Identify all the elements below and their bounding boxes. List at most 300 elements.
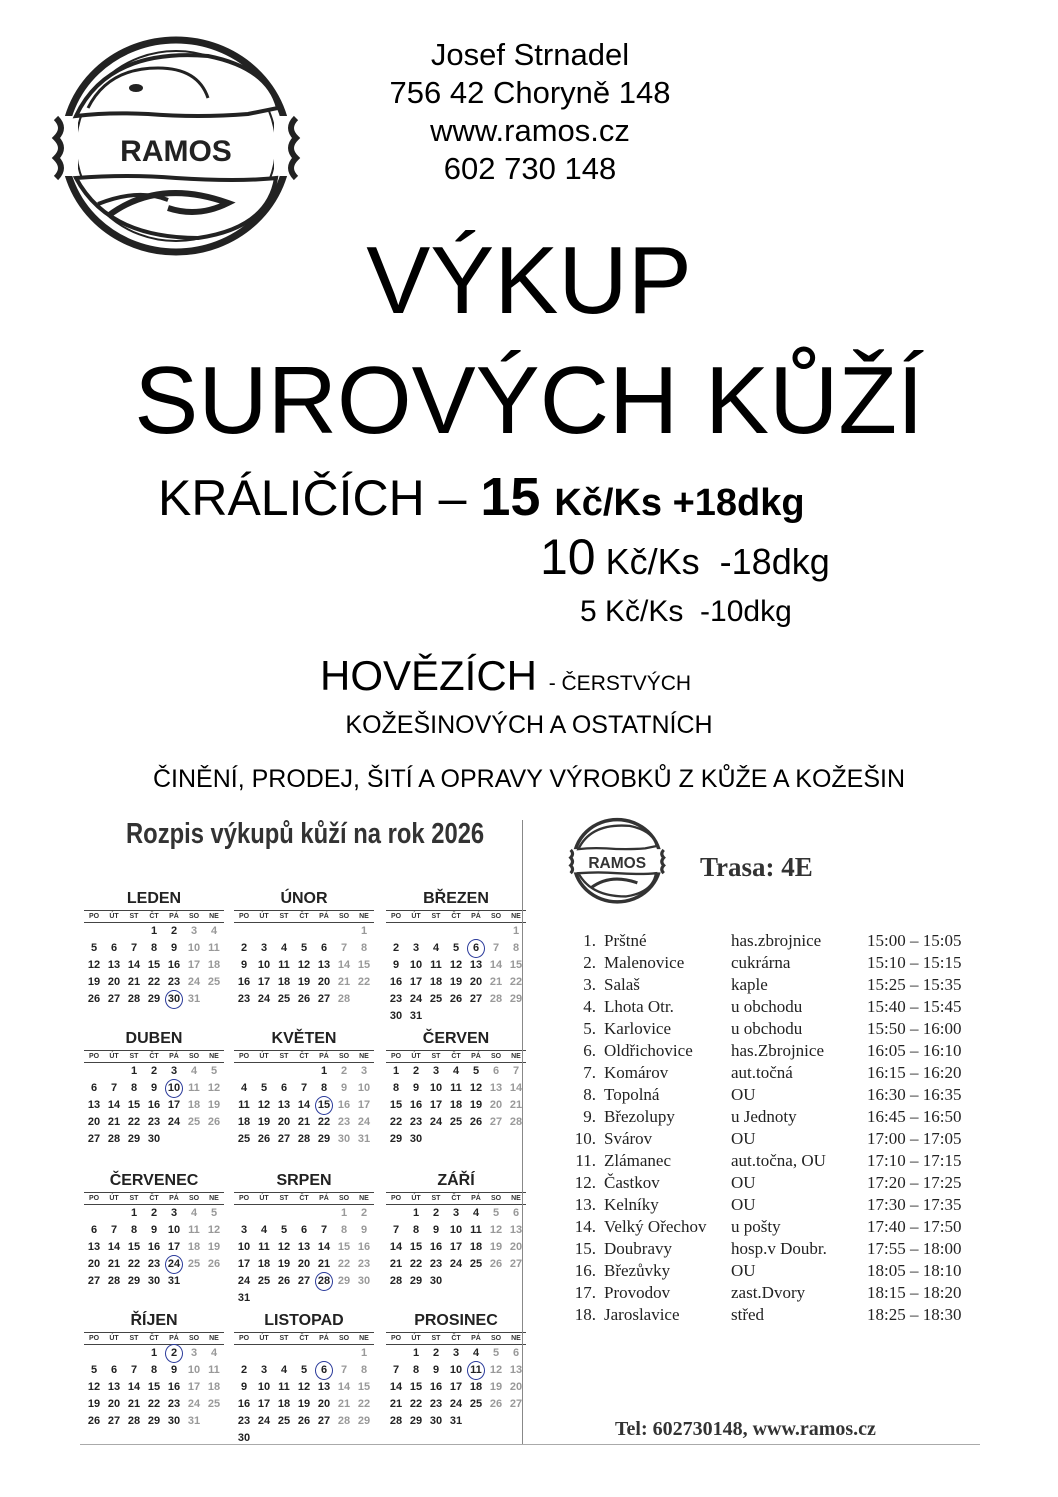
- calendar-week: [234, 1362, 374, 1379]
- calendar-week: [84, 1256, 224, 1273]
- calendar-day: 7: [300, 1082, 308, 1094]
- calendar-day: 6: [512, 1347, 520, 1359]
- calendar-day: 9: [170, 942, 178, 954]
- stop-time: 18:25 – 18:30: [867, 1305, 962, 1324]
- route-stop-row: [558, 1238, 987, 1260]
- stop-location: has.Zbrojnice: [731, 1041, 824, 1060]
- stop-time: 15:00 – 15:05: [867, 931, 962, 950]
- calendar-day: 1: [130, 1207, 138, 1219]
- route-stop-row: [558, 974, 987, 996]
- calendar-day: 7: [512, 1065, 520, 1077]
- calendar-day: 4: [260, 1224, 268, 1236]
- calendar-day: 30: [237, 1432, 251, 1444]
- calendar-day: [294, 1205, 314, 1222]
- weekday-label: ST: [431, 1195, 441, 1202]
- weekday-label: PO: [88, 913, 100, 920]
- calendar-month: [386, 1030, 526, 1148]
- calendar-day: [314, 1290, 334, 1307]
- weekday-label: ČT: [299, 913, 309, 920]
- calendar-day: 6: [110, 1364, 118, 1376]
- calendar-day: 21: [107, 1258, 121, 1270]
- calendar-day: 12: [489, 1224, 503, 1236]
- stop-number: 1.: [583, 931, 596, 950]
- calendar-day: 26: [469, 1116, 483, 1128]
- calendar-day: 24: [164, 1256, 184, 1273]
- weekday-header: [386, 1050, 526, 1063]
- calendar-week: [84, 991, 224, 1008]
- stop-number: 2.: [583, 953, 596, 972]
- calendar-week: [386, 1063, 526, 1080]
- stop-location: cukrárna: [731, 953, 791, 972]
- weekday-label: NE: [209, 1335, 219, 1342]
- stop-place: Lhota Otr.: [604, 997, 674, 1016]
- calendar-day: 18: [187, 1099, 201, 1111]
- month-name: LISTOPAD: [264, 1312, 344, 1329]
- weekday-label: NE: [511, 1195, 521, 1202]
- stop-number: 18.: [574, 1305, 596, 1324]
- calendar-day: 9: [360, 1224, 368, 1236]
- calendar-day: [354, 1290, 374, 1307]
- calendar-day: 2: [360, 1207, 368, 1219]
- route-stop-row: [558, 1128, 987, 1150]
- calendar-day: [466, 923, 486, 940]
- calendar-day: 12: [207, 1082, 221, 1094]
- weekday-label: PO: [390, 1335, 402, 1342]
- calendar-week: [84, 1396, 224, 1413]
- calendar-day: 28: [489, 993, 503, 1005]
- calendar-day: 11: [188, 1082, 200, 1094]
- stop-number: 3.: [583, 975, 596, 994]
- calendar-day: [446, 1131, 466, 1148]
- calendar-day: 26: [297, 1415, 311, 1427]
- stop-place: Karlovice: [604, 1019, 672, 1038]
- calendar-day: 16: [237, 1398, 251, 1410]
- calendar-month: [386, 1312, 526, 1430]
- calendar-day: 9: [432, 1224, 440, 1236]
- calendar-week: [234, 974, 374, 991]
- calendar-day: 3: [260, 942, 268, 954]
- calendar-day: [334, 1290, 354, 1307]
- calendar-day: 17: [449, 1241, 463, 1253]
- calendar-day: 25: [237, 1133, 251, 1145]
- calendar-day: 17: [257, 976, 271, 988]
- calendar-day: 10: [357, 1082, 371, 1094]
- stop-time: 17:40 – 17:50: [867, 1217, 962, 1236]
- calendar-day: 6: [314, 1362, 334, 1379]
- weekday-label: ST: [129, 1335, 139, 1342]
- calendar-day: 11: [208, 942, 220, 954]
- calendar-day: 31: [409, 1010, 423, 1022]
- weekday-label: NE: [511, 1053, 521, 1060]
- calendar-day: [184, 1131, 204, 1148]
- calendar-day: 4: [280, 942, 288, 954]
- calendar-day: [466, 1273, 486, 1290]
- calendar-day: 20: [489, 1099, 503, 1111]
- calendar-day: 1: [412, 1207, 420, 1219]
- calendar-day: [274, 1345, 294, 1362]
- calendar-day: [486, 1273, 506, 1290]
- calendar-day: 28: [127, 993, 141, 1005]
- calendar-day: 26: [297, 993, 311, 1005]
- calendar-day: 2: [340, 1065, 348, 1077]
- calendar-day: 10: [429, 1082, 443, 1094]
- route-stop-row: [558, 1282, 987, 1304]
- calendar-day: 17: [449, 1381, 463, 1393]
- calendar-day: 8: [340, 1224, 348, 1236]
- calendar-day: 24: [237, 1275, 251, 1287]
- calendar-day: 12: [469, 1082, 483, 1094]
- stop-location: aut.točna, OU: [731, 1151, 826, 1170]
- weekday-label: ÚT: [109, 913, 119, 920]
- calendar-day: [204, 1413, 224, 1430]
- calendar-week: [84, 1239, 224, 1256]
- month-name: ČERVENEC: [109, 1172, 199, 1189]
- calendar-week: [234, 1080, 374, 1097]
- calendar-day: [294, 923, 314, 940]
- stop-location: u obchodu: [731, 997, 803, 1016]
- calendar-day: 22: [127, 1116, 141, 1128]
- weekday-label: ÚT: [109, 1053, 119, 1060]
- calendar-day: 25: [257, 1275, 271, 1287]
- stop-location: hosp.v Doubr.: [731, 1239, 827, 1258]
- calendar-day: 4: [240, 1082, 248, 1094]
- weekday-label: PÁ: [319, 1195, 329, 1202]
- calendar-day: 15: [337, 1241, 351, 1253]
- weekday-label: ČT: [149, 1335, 159, 1342]
- calendar-day: 22: [389, 1116, 403, 1128]
- calendar-day: 27: [489, 1116, 503, 1128]
- month-name: LEDEN: [126, 890, 182, 907]
- calendar-day: [294, 1063, 314, 1080]
- calendar-day: 1: [360, 925, 368, 937]
- weekday-label: ST: [129, 913, 139, 920]
- stop-time: 15:10 – 15:15: [867, 953, 962, 972]
- weekday-label: PO: [88, 1195, 100, 1202]
- stop-time: 17:55 – 18:00: [867, 1239, 962, 1258]
- calendar-day: 20: [509, 1241, 523, 1253]
- calendar-day: 1: [392, 1065, 400, 1077]
- calendar-day: 13: [509, 1224, 523, 1236]
- stop-number: 12.: [574, 1173, 596, 1192]
- calendar-day: 25: [449, 1116, 463, 1128]
- calendar-week: [386, 1205, 526, 1222]
- calendar-day: 8: [130, 1082, 138, 1094]
- calendar-day: [274, 1063, 294, 1080]
- calendar-day: 14: [127, 959, 141, 971]
- calendar-day: 9: [150, 1082, 158, 1094]
- calendar-day: 11: [450, 1082, 462, 1094]
- calendar-week: [386, 1362, 526, 1379]
- weekday-label: NE: [209, 913, 219, 920]
- calendar-day: 13: [277, 1099, 291, 1111]
- calendar-week: [234, 1273, 374, 1290]
- calendar-day: 25: [429, 993, 443, 1005]
- calendar-week: [84, 923, 224, 940]
- calendar-day: 18: [257, 1258, 271, 1270]
- calendar-day: 28: [314, 1273, 334, 1290]
- calendar-day: 7: [340, 1364, 348, 1376]
- calendar-day: [466, 1413, 486, 1430]
- calendar-week: [386, 923, 526, 940]
- stop-time: 15:50 – 16:00: [867, 1019, 962, 1038]
- calendar-day: 19: [297, 1398, 311, 1410]
- weekday-label: ST: [129, 1053, 139, 1060]
- calendar-day: 7: [110, 1224, 118, 1236]
- calendar-day: 20: [87, 1116, 101, 1128]
- calendar-day: 24: [167, 1116, 181, 1128]
- calendar-day: 6: [512, 1207, 520, 1219]
- stop-place: Topolná: [604, 1085, 660, 1104]
- stop-place: Březolupy: [604, 1107, 675, 1126]
- calendar-day: 29: [127, 1133, 141, 1145]
- calendar-day: 17: [257, 1398, 271, 1410]
- calendar-day: 26: [87, 993, 101, 1005]
- calendar-day: [104, 923, 124, 940]
- weekday-label: PÁ: [471, 1195, 481, 1202]
- calendar-day: 21: [337, 1398, 351, 1410]
- calendar-day: [84, 1345, 104, 1362]
- calendar-day: 8: [150, 942, 158, 954]
- stop-number: 9.: [583, 1107, 596, 1126]
- calendar-day: [274, 1205, 294, 1222]
- calendar-day: [254, 1205, 274, 1222]
- calendar-day: 16: [389, 976, 403, 988]
- calendar-day: 4: [190, 1065, 198, 1077]
- calendar-day: 2: [432, 1347, 440, 1359]
- calendar-week: [84, 1063, 224, 1080]
- calendar-week: [84, 1362, 224, 1379]
- calendar-day: 11: [430, 959, 442, 971]
- calendar-day: 25: [207, 1398, 221, 1410]
- contact-name: Josef Strnadel: [430, 37, 630, 72]
- stop-number: 15.: [574, 1239, 596, 1258]
- calendar-day: 12: [87, 1381, 101, 1393]
- calendar-day: 20: [107, 1398, 121, 1410]
- stop-place: Zlámanec: [604, 1151, 672, 1170]
- month-name: BŘEZEN: [423, 890, 489, 907]
- calendar-day: 21: [127, 1398, 141, 1410]
- cattle-note: - ČERSTVÝCH: [548, 672, 692, 695]
- calendar-day: 4: [210, 1347, 218, 1359]
- calendar-day: [466, 1008, 486, 1025]
- calendar-day: [334, 923, 354, 940]
- calendar-day: 4: [452, 1065, 460, 1077]
- calendar-day: 2: [150, 1065, 158, 1077]
- month-name: ÚNOR: [280, 890, 328, 907]
- calendar-day: 20: [107, 976, 121, 988]
- calendar-week: [386, 1345, 526, 1362]
- calendar-day: 27: [509, 1398, 523, 1410]
- calendar-day: 7: [110, 1082, 118, 1094]
- stop-number: 5.: [583, 1019, 596, 1038]
- stop-place: Malenovice: [604, 953, 685, 972]
- calendar-day: 8: [512, 942, 520, 954]
- calendar-day: 18: [449, 1099, 463, 1111]
- calendar-day: 28: [337, 993, 351, 1005]
- weekday-label: PO: [390, 913, 402, 920]
- calendar-day: 27: [87, 1133, 101, 1145]
- calendar-day: 17: [187, 959, 201, 971]
- calendar-week: [386, 1273, 526, 1290]
- calendar-day: 29: [337, 1275, 351, 1287]
- stop-time: 15:40 – 15:45: [867, 997, 962, 1016]
- calendar-day: 14: [127, 1381, 141, 1393]
- calendar-day: 5: [492, 1347, 500, 1359]
- stop-location: u obchodu: [731, 1019, 803, 1038]
- calendar-day: 9: [392, 959, 400, 971]
- calendar-day: [234, 1063, 254, 1080]
- stop-time: 15:25 – 15:35: [867, 975, 962, 994]
- calendar-day: 15: [127, 1099, 141, 1111]
- contact-phone: 602 730 148: [443, 151, 617, 186]
- calendar-week: [386, 957, 526, 974]
- stop-place: Kelníky: [604, 1195, 659, 1214]
- calendar-day: [104, 1345, 124, 1362]
- calendar-day: 3: [432, 1065, 440, 1077]
- route-title: Trasa: 4E: [700, 852, 813, 882]
- calendar-day: 28: [337, 1415, 351, 1427]
- calendar-day: [446, 923, 466, 940]
- calendar-day: 13: [469, 959, 483, 971]
- calendar-week: [84, 1114, 224, 1131]
- calendar-day: 26: [207, 1258, 221, 1270]
- stop-number: 17.: [574, 1283, 596, 1302]
- calendar-day: 25: [469, 1258, 483, 1270]
- calendar-day: 23: [167, 976, 181, 988]
- stop-place: Oldřichovice: [604, 1041, 693, 1060]
- calendar-day: 10: [167, 1224, 181, 1236]
- calendar-day: 12: [207, 1224, 221, 1236]
- weekday-header: [234, 1050, 374, 1063]
- services-line: ČINĚNÍ, PRODEJ, ŠITÍ A OPRAVY VÝROBKŮ Z KŮŽE A KOŽEŠIN: [152, 765, 906, 793]
- weekday-label: ČT: [451, 1335, 461, 1342]
- calendar-day: 13: [297, 1241, 311, 1253]
- calendar-day: 20: [509, 1381, 523, 1393]
- stop-location: u pošty: [731, 1217, 781, 1236]
- calendar-day: 11: [278, 959, 290, 971]
- stop-location: OU: [731, 1173, 756, 1192]
- stop-time: 17:10 – 17:15: [867, 1151, 962, 1170]
- calendar-day: 21: [297, 1116, 311, 1128]
- calendar-day: 23: [429, 1398, 443, 1410]
- calendar-day: 21: [509, 1099, 523, 1111]
- calendar-day: [314, 1345, 334, 1362]
- calendar-day: [406, 923, 426, 940]
- calendar-day: [124, 923, 144, 940]
- calendar-day: 24: [357, 1116, 371, 1128]
- calendar-day: 3: [240, 1224, 248, 1236]
- calendar-day: 5: [210, 1065, 218, 1077]
- calendar-week: [386, 1396, 526, 1413]
- calendar-week: [386, 1256, 526, 1273]
- calendar-day: 18: [277, 1398, 291, 1410]
- calendar-day: 6: [320, 942, 328, 954]
- calendar-week: [234, 923, 374, 940]
- stop-location: zast.Dvory: [731, 1283, 806, 1302]
- weekday-label: ST: [431, 1335, 441, 1342]
- calendar-week: [84, 1097, 224, 1114]
- stop-time: 16:15 – 16:20: [867, 1063, 962, 1082]
- calendar-day: 29: [509, 993, 523, 1005]
- stop-time: 16:05 – 16:10: [867, 1041, 962, 1060]
- calendar-day: 9: [240, 959, 248, 971]
- stop-place: Komárov: [604, 1063, 669, 1082]
- month-name: ČERVEN: [422, 1030, 490, 1047]
- calendar-day: [334, 1345, 354, 1362]
- weekday-header: [84, 1332, 224, 1345]
- calendar-day: 22: [409, 1398, 423, 1410]
- calendar-day: 18: [187, 1241, 201, 1253]
- weekday-label: ÚT: [259, 1053, 269, 1060]
- weekday-label: SO: [188, 1195, 200, 1202]
- calendar-day: 23: [237, 993, 251, 1005]
- weekday-label: PÁ: [319, 913, 329, 920]
- calendar-week: [234, 1256, 374, 1273]
- calendar-day: 12: [87, 959, 101, 971]
- price1-unit: Kč/Ks +18dkg: [554, 482, 805, 524]
- calendar-day: 28: [107, 1133, 121, 1145]
- stop-place: Provodov: [604, 1283, 671, 1302]
- calendar-month: [386, 890, 526, 1025]
- calendar-month: [234, 1172, 374, 1307]
- calendar-day: 2: [164, 1345, 184, 1362]
- price3-line: 5 Kč/Ks -10dkg: [580, 595, 792, 628]
- weekday-label: SO: [490, 1335, 502, 1342]
- calendar-week: [84, 1205, 224, 1222]
- calendar-day: 12: [277, 1241, 291, 1253]
- calendar-day: [294, 1345, 314, 1362]
- calendar-day: 2: [412, 1065, 420, 1077]
- calendar-week: [234, 1379, 374, 1396]
- calendar-day: 8: [412, 1224, 420, 1236]
- calendar-day: 18: [207, 1381, 221, 1393]
- calendar-day: 27: [87, 1275, 101, 1287]
- calendar-day: 21: [389, 1398, 403, 1410]
- weekday-header: [386, 1332, 526, 1345]
- calendar-day: 6: [90, 1082, 98, 1094]
- calendar-day: 7: [492, 942, 500, 954]
- calendar-day: 16: [337, 1099, 351, 1111]
- calendar-day: 27: [509, 1258, 523, 1270]
- calendar-day: 20: [277, 1116, 291, 1128]
- calendar-week: [234, 1063, 374, 1080]
- calendar-day: 12: [489, 1364, 503, 1376]
- calendar-day: 26: [87, 1415, 101, 1427]
- calendar-day: 30: [167, 1415, 181, 1427]
- calendar-day: 3: [260, 1364, 268, 1376]
- calendar-week: [234, 1290, 374, 1307]
- route-stop-row: [558, 1304, 987, 1326]
- month-name: SRPEN: [276, 1172, 332, 1189]
- weekday-header: [234, 1332, 374, 1345]
- calendar-day: 24: [449, 1258, 463, 1270]
- calendar-day: 14: [317, 1241, 331, 1253]
- calendar-day: 19: [207, 1241, 221, 1253]
- weekday-label: PO: [238, 1053, 250, 1060]
- weekday-header: [84, 910, 224, 923]
- calendar-week: [234, 1396, 374, 1413]
- calendar-day: 21: [389, 1258, 403, 1270]
- calendar-day: 23: [389, 993, 403, 1005]
- calendar-day: 2: [150, 1207, 158, 1219]
- weekday-label: ST: [279, 913, 289, 920]
- calendar-day: [204, 1131, 224, 1148]
- calendar-day: 19: [257, 1116, 271, 1128]
- calendar-day: 9: [170, 1364, 178, 1376]
- calendar-day: 8: [320, 1082, 328, 1094]
- rabbit-price-line: [158, 465, 805, 535]
- weekday-label: SO: [490, 913, 502, 920]
